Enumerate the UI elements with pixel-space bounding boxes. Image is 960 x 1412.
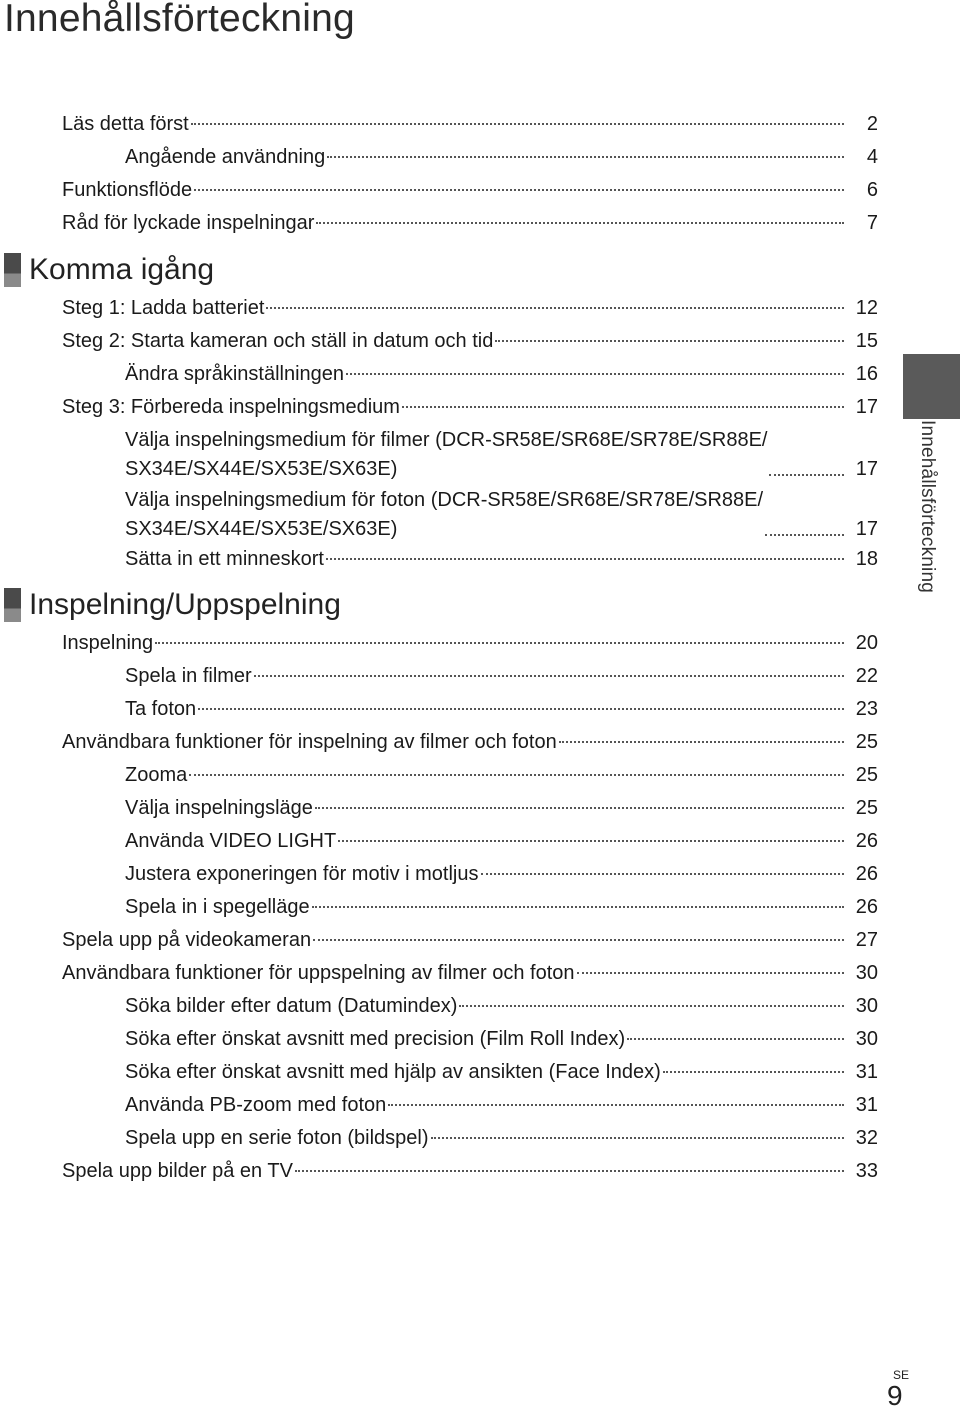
- toc-entry-label: Ta foton: [125, 698, 197, 720]
- toc-entry-zooma[interactable]: [125, 763, 878, 787]
- dot-leader: [459, 1005, 844, 1007]
- dot-leader: [769, 474, 844, 476]
- toc-entry-soka-face-index[interactable]: [125, 1060, 878, 1084]
- toc-entry-label-line2: SX34E/SX44E/SX53E/SX63E): [125, 518, 398, 540]
- dot-leader: [316, 222, 844, 224]
- toc-entry-page: 17: [855, 458, 878, 480]
- side-index-tab[interactable]: [903, 354, 960, 419]
- section-marker-icon: [4, 253, 21, 287]
- toc-entry-label-wrap: [125, 428, 767, 481]
- toc-entry-bildspel[interactable]: [125, 1126, 878, 1150]
- dot-leader: [346, 373, 844, 375]
- toc-entry-page: 30: [855, 962, 878, 984]
- toc-entry-label: Steg 2: Starta kameran och ställ in datum och tid: [62, 330, 494, 352]
- dot-leader: [326, 558, 844, 560]
- toc-entry-page: 16: [855, 363, 878, 385]
- section-marker-icon: [4, 588, 21, 622]
- toc-entry-anvanda-video-light[interactable]: [125, 829, 878, 853]
- toc-entry-page: 17: [855, 396, 878, 418]
- toc-entry-page: 4: [866, 146, 878, 168]
- toc-entry-label: Använda VIDEO LIGHT: [125, 830, 337, 852]
- toc-entry-spela-upp-pa-tv[interactable]: [62, 1159, 878, 1183]
- toc-entry-page: 25: [855, 731, 878, 753]
- toc-entry-anvanda-pb-zoom[interactable]: [125, 1093, 878, 1117]
- toc-entry-page: 23: [855, 698, 878, 720]
- page-title: Innehållsförteckning: [4, 0, 355, 40]
- toc-entry-anvandbara-funktioner-uppspelning[interactable]: [62, 961, 878, 985]
- toc-entry-page: 12: [855, 297, 878, 319]
- toc-entry-label: Sätta in ett minneskort: [125, 548, 324, 570]
- section-heading-inspelning-uppspelning: [0, 585, 341, 625]
- toc-entry-valja-medium-filmer[interactable]: [125, 428, 878, 481]
- toc-entry-label: Spela upp på videokameran: [62, 929, 312, 951]
- toc-entry-label: Användbara funktioner för inspelning av filmer och foton: [62, 731, 557, 753]
- toc-entry-spela-in-filmer[interactable]: [125, 664, 878, 688]
- toc-entry-page: 26: [855, 896, 878, 918]
- toc-entry-justera-exponeringen[interactable]: [125, 862, 878, 886]
- dot-leader: [495, 340, 844, 342]
- toc-entry-soka-bilder-datum[interactable]: [125, 994, 878, 1018]
- dot-leader: [155, 642, 844, 644]
- toc-entry-label: Spela in i spegelläge: [125, 896, 310, 918]
- toc-entry-label: Söka efter önskat avsnitt med hjälp av ansikten (Face Index): [125, 1061, 661, 1083]
- toc-entry-funktionsflode[interactable]: [62, 178, 878, 202]
- toc-entry-label: Steg 3: Förbereda inspelningsmedium: [62, 396, 400, 418]
- toc-entry-page: 32: [855, 1127, 878, 1149]
- dot-leader: [191, 123, 844, 125]
- toc-entry-angaende-anvandning[interactable]: [125, 145, 878, 169]
- toc-entry-label: Spela upp en serie foton (bildspel): [125, 1127, 429, 1149]
- toc-entry-steg-3[interactable]: [62, 395, 878, 419]
- toc-entry-page: 15: [855, 330, 878, 352]
- toc-entry-steg-1[interactable]: [62, 296, 878, 320]
- toc-entry-steg-2[interactable]: [62, 329, 878, 353]
- toc-entry-label: Funktionsflöde: [62, 179, 193, 201]
- dot-leader: [327, 156, 844, 158]
- dot-leader: [313, 939, 844, 941]
- dot-leader: [627, 1038, 844, 1040]
- toc-entry-label: Söka efter önskat avsnitt med precision (Film Roll Index): [125, 1028, 626, 1050]
- dot-leader: [189, 774, 844, 776]
- toc-entry-page: 26: [855, 863, 878, 885]
- toc-entry-label: Spela in filmer: [125, 665, 252, 687]
- dot-leader: [194, 189, 844, 191]
- dot-leader: [254, 675, 844, 677]
- toc-entry-page: 30: [855, 995, 878, 1017]
- toc-entry-page: 18: [855, 548, 878, 570]
- toc-entry-satta-in-minneskort[interactable]: [125, 547, 878, 571]
- dot-leader: [481, 873, 845, 875]
- toc-entry-page: 6: [866, 179, 878, 201]
- dot-leader: [198, 708, 844, 710]
- toc-entry-las-detta-forst[interactable]: [62, 112, 878, 136]
- toc-entry-label: Ändra språkinställningen: [125, 363, 345, 385]
- toc-entry-page: 25: [855, 797, 878, 819]
- toc-entry-label: Välja inspelningsmedium för foton (DCR-SR58E/SR68E/SR78E/SR88E/: [125, 489, 764, 511]
- toc-entry-label: Steg 1: Ladda batteriet: [62, 297, 265, 319]
- toc-entry-rad-for-lyckade-inspelningar[interactable]: [62, 211, 878, 235]
- dot-leader: [295, 1170, 844, 1172]
- toc-entry-page: 17: [855, 518, 878, 540]
- footer-page-number: 9: [887, 1380, 903, 1411]
- dot-leader: [663, 1071, 844, 1073]
- toc-entry-label: Råd för lyckade inspelningar: [62, 212, 315, 234]
- toc-entry-label: Spela upp bilder på en TV: [62, 1160, 293, 1182]
- toc-entry-label-line2: SX34E/SX44E/SX53E/SX63E): [125, 458, 398, 480]
- section-heading-komma-igang: [0, 250, 214, 290]
- toc-entry-soka-film-roll-index[interactable]: [125, 1027, 878, 1051]
- toc-entry-page: 31: [855, 1094, 878, 1116]
- toc-entry-inspelning[interactable]: [62, 631, 878, 655]
- toc-entry-valja-inspelningslage[interactable]: [125, 796, 878, 820]
- dot-leader: [559, 741, 844, 743]
- toc-entry-page: 2: [866, 113, 878, 135]
- toc-entry-page: 30: [855, 1028, 878, 1050]
- toc-entry-spela-upp-pa-videokameran[interactable]: [62, 928, 878, 952]
- toc-entry-label: Justera exponeringen för motiv i motljus: [125, 863, 479, 885]
- toc-entry-ta-foton[interactable]: [125, 697, 878, 721]
- dot-leader: [577, 972, 844, 974]
- toc-entry-label: Inspelning: [62, 632, 154, 654]
- dot-leader: [431, 1137, 844, 1139]
- toc-entry-label: Angående användning: [125, 146, 326, 168]
- dot-leader: [402, 406, 844, 408]
- toc-entry-page: 26: [855, 830, 878, 852]
- toc-entry-page: 22: [855, 665, 878, 687]
- toc-entry-label: Söka bilder efter datum (Datumindex): [125, 995, 458, 1017]
- toc-entry-page: 31: [855, 1061, 878, 1083]
- toc-entry-page: 27: [855, 929, 878, 951]
- section-title: Komma igång: [29, 253, 215, 286]
- toc-entry-page: 33: [855, 1160, 878, 1182]
- toc-entry-anvandbara-funktioner-inspelning[interactable]: [62, 730, 878, 754]
- toc-entry-valja-medium-foton[interactable]: [125, 488, 878, 541]
- toc-entry-page: 7: [866, 212, 878, 234]
- dot-leader: [338, 840, 844, 842]
- toc-entry-label: Läs detta först: [62, 113, 189, 135]
- toc-entry-label: Använda PB-zoom med foton: [125, 1094, 387, 1116]
- side-index-label: Innehållsförteckning: [917, 420, 938, 593]
- toc-entry-spela-in-i-spegellage[interactable]: [125, 895, 878, 919]
- footer-language-code: SE: [893, 1368, 910, 1382]
- dot-leader: [266, 307, 844, 309]
- toc-entry-label: Välja inspelningsmedium för filmer (DCR-SR58E/SR68E/SR78E/SR88E/: [125, 429, 768, 451]
- toc-entry-page: 20: [855, 632, 878, 654]
- toc-entry-andra-sprakinstallningen[interactable]: [125, 362, 878, 386]
- dot-leader: [765, 534, 844, 536]
- dot-leader: [388, 1104, 844, 1106]
- dot-leader: [312, 906, 844, 908]
- toc-entry-label: Välja inspelningsläge: [125, 797, 313, 819]
- section-title: Inspelning/Uppspelning: [29, 588, 341, 621]
- dot-leader: [315, 807, 844, 809]
- toc-entry-label: Användbara funktioner för uppspelning av filmer och foton: [62, 962, 575, 984]
- toc-entry-label: Zooma: [125, 764, 188, 786]
- toc-entry-label-wrap: [125, 488, 763, 541]
- toc-entry-page: 25: [855, 764, 878, 786]
